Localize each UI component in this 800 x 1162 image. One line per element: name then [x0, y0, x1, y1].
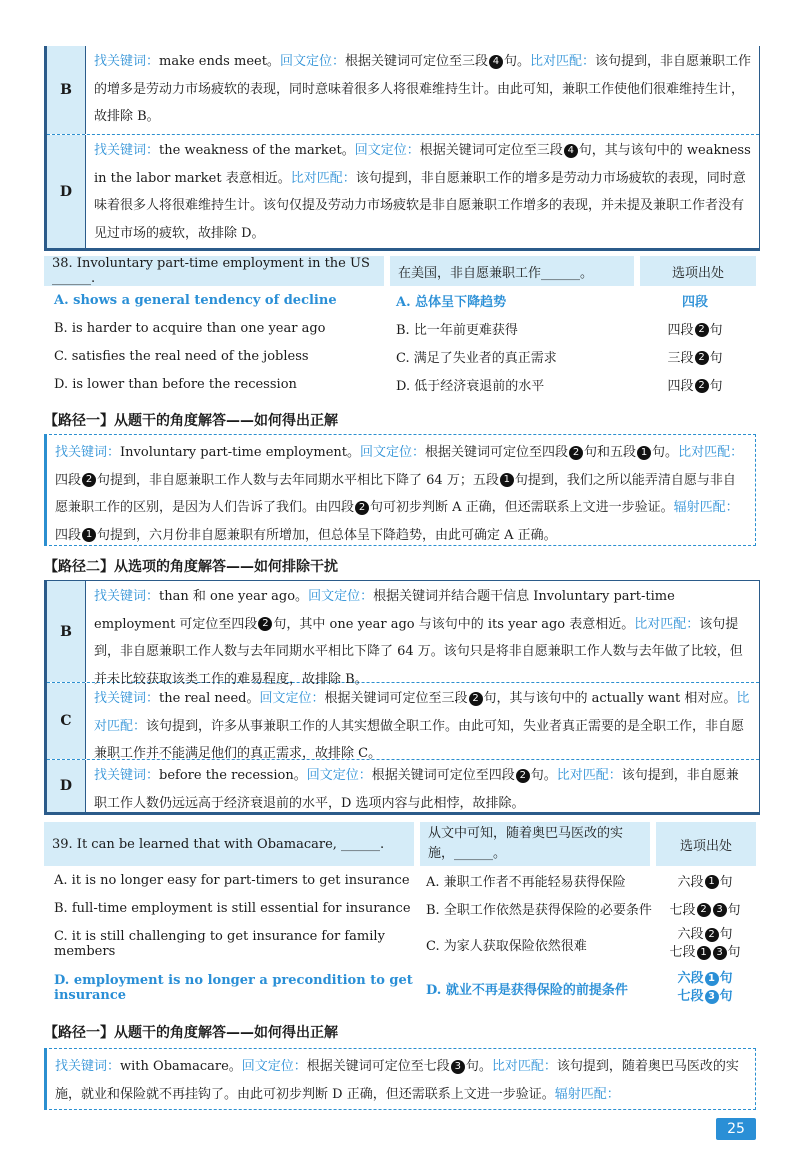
q39-stem-cn: 从文中可知，随着奥巴马医改的实施，______。 — [420, 822, 650, 866]
sentence-number-icon: 2 — [705, 928, 719, 942]
option-analysis: 找关键词：before the recession。回文定位：根据关键词可定位至四段 2 句。比对匹配：该句提到，非自愿兼职工作人数仍远远高于经济衰退前的水平，D 选项内容与此相悖，故排除。 — [94, 768, 739, 811]
q38-option-d: D. is lower than before the recession D. 低于经济衰退前的水平 四段 2 句 — [54, 376, 723, 394]
sentence-number-icon: 1 — [697, 946, 711, 960]
option-letter: B — [47, 46, 86, 134]
q37-options-analysis — [44, 46, 760, 251]
q39-header — [44, 822, 756, 866]
sentence-number-icon: 2 — [355, 501, 369, 515]
option-letter: D — [47, 135, 86, 248]
q39-route1-title: 【路径一】从题干的角度解答——如何得出正解 — [44, 1025, 338, 1041]
sentence-number-icon: 2 — [695, 379, 709, 393]
option-analysis: 找关键词：the real need。回文定位：根据关键词可定位至三段 2 句，其与该句中的 actually want 相对应。比对匹配：该句提到，许多从事兼职工作的人其实想做全职工作。由此可知，失业者真正需要的是全职工作，非自愿兼职工作并不能满足他们的真正需求，故排除 C。 — [94, 691, 750, 761]
q38-route1-analysis: 找关键词：Involuntary part-time employment。回文定位：根据关键词可定位至四段 2 句和五段 1 句。比对匹配：四段 2 句提到，非自愿兼职工作人数与去年同期水平相比下降了 64 万；五段 1 句提到，我们之所以能弄清自愿与非自愿兼职工作的区别，是因为人们告诉了我们。由四段 2 句可初步判断 A 正确，但还需联系上文进一步验证。辐射匹配：四段 1 句提到，六月份非自愿兼职有所增加，但总体呈下降趋势，由此可确定 A 正确。 — [44, 434, 756, 546]
sentence-number-icon: 3 — [713, 946, 727, 960]
sentence-number-icon: 2 — [697, 903, 711, 917]
option-letter: D — [47, 760, 86, 812]
q39-option-c: C. it is still challenging to get insurance for family members C. 为家人获取保险依然很难 六段 2 句 七段 1 3 句 — [54, 927, 741, 960]
option-analysis: 找关键词：the weakness of the market。回文定位：根据关键词可定位至三段 4 句，其与该句中的 weakness in the labor market 表意相近。比对匹配：该句提到，非自愿兼职工作的增多是劳动力市场疲软的表现，同时意味着很多人将很难维持生计。该句仅提及劳动力市场疲软是非自愿兼职工作增多的表现，并未提及兼职工作者没有见过市场的疲软，故排除 D。 — [94, 143, 751, 241]
option-analysis: 找关键词：make ends meet。回文定位：根据关键词可定位至三段 4 句。比对匹配：该句提到，非自愿兼职工作的增多是劳动力市场疲软的表现，同时意味着很多人将很难维持生计。由此可知，兼职工作使他们很难维持生计，故排除 B。 — [94, 54, 752, 124]
sentence-number-icon: 2 — [695, 351, 709, 365]
q38-stem-en: 38. Involuntary part-time employment in the US ______. — [44, 256, 384, 286]
sentence-number-icon: 1 — [705, 875, 719, 889]
q39-option-a: A. it is no longer easy for part-timers to get insurance A. 兼职工作者不再能轻易获得保险 六段 1 句 — [54, 872, 733, 890]
q38-header — [44, 256, 756, 286]
sentence-number-icon: 3 — [705, 990, 719, 1004]
sentence-number-icon: 2 — [258, 617, 272, 631]
q38-stem-cn: 在美国，非自愿兼职工作______。 — [390, 256, 634, 286]
q39-source-header: 选项出处 — [656, 822, 756, 866]
q38-route2-option-c — [47, 682, 759, 759]
q38-route2-option-b — [47, 581, 759, 687]
sentence-number-icon: 1 — [637, 446, 651, 460]
sentence-number-icon: 2 — [516, 769, 530, 783]
sentence-number-icon: 1 — [500, 473, 514, 487]
q38-route2-title: 【路径二】从选项的角度解答——如何排除干扰 — [44, 559, 338, 575]
page-number: 25 — [716, 1118, 756, 1140]
option-analysis: 找关键词：than 和 one year ago。回文定位：根据关键词并结合题干信息 Involuntary part-time employment 可定位至四段 2 句，其中 one year ago 与该句中的 its year ago 表意相近。比对匹配：该句提到，非自愿兼职工作人数与去年同期水平相比下降了 64 万。该句只是将非自愿兼职工作人数与去年做了比较，但并未比较获取该类工作的难易程度，故排除 B。 — [94, 589, 743, 687]
q39-route1-analysis: 找关键词：with Obamacare。回文定位：根据关键词可定位至七段 3 句。比对匹配：该句提到，随着奥巴马医改的实施，就业和保险就不再挂钩了。由此可初步判断 D 正确，但还需联系上文进一步验证。辐射匹配： — [44, 1048, 756, 1110]
q38-option-b: B. is harder to acquire than one year ago B. 比一年前更难获得 四段 2 句 — [54, 320, 723, 338]
sentence-number-icon: 1 — [82, 528, 96, 542]
sentence-number-icon: 2 — [82, 473, 96, 487]
sentence-number-icon: 4 — [489, 55, 503, 69]
q37-option-b-row — [47, 46, 759, 134]
sentence-number-icon: 2 — [469, 692, 483, 706]
q39-option-b: B. full-time employment is still essential for insurance B. 全职工作依然是获得保险的必要条件 七段 2 3 句 — [54, 900, 741, 918]
sentence-number-icon: 1 — [705, 972, 719, 986]
sentence-number-icon: 4 — [564, 144, 578, 158]
q39-stem-en: 39. It can be learned that with Obamacare, ______. — [44, 822, 414, 866]
sentence-number-icon: 3 — [451, 1060, 465, 1074]
q38-option-a: A. shows a general tendency of decline A. 总体呈下降趋势 四段 — [54, 292, 708, 310]
q39-option-d: D. employment is no longer a precondition to get insurance D. 就业不再是获得保险的前提条件 六段 1 句 七段 3 句 — [54, 971, 733, 1004]
sentence-number-icon: 2 — [569, 446, 583, 460]
q38-route1-title: 【路径一】从题干的角度解答——如何得出正解 — [44, 413, 338, 429]
option-letter: C — [47, 683, 86, 759]
q38-source-header: 选项出处 — [640, 256, 756, 286]
q38-route2-analysis — [44, 580, 760, 815]
q38-option-c: C. satisfies the real need of the jobless C. 满足了失业者的真正需求 三段 2 句 — [54, 348, 723, 366]
sentence-number-icon: 3 — [713, 903, 727, 917]
sentence-number-icon: 2 — [695, 323, 709, 337]
q37-option-d-row — [47, 134, 759, 248]
q38-route2-option-d — [47, 759, 759, 812]
option-letter: B — [47, 581, 86, 682]
